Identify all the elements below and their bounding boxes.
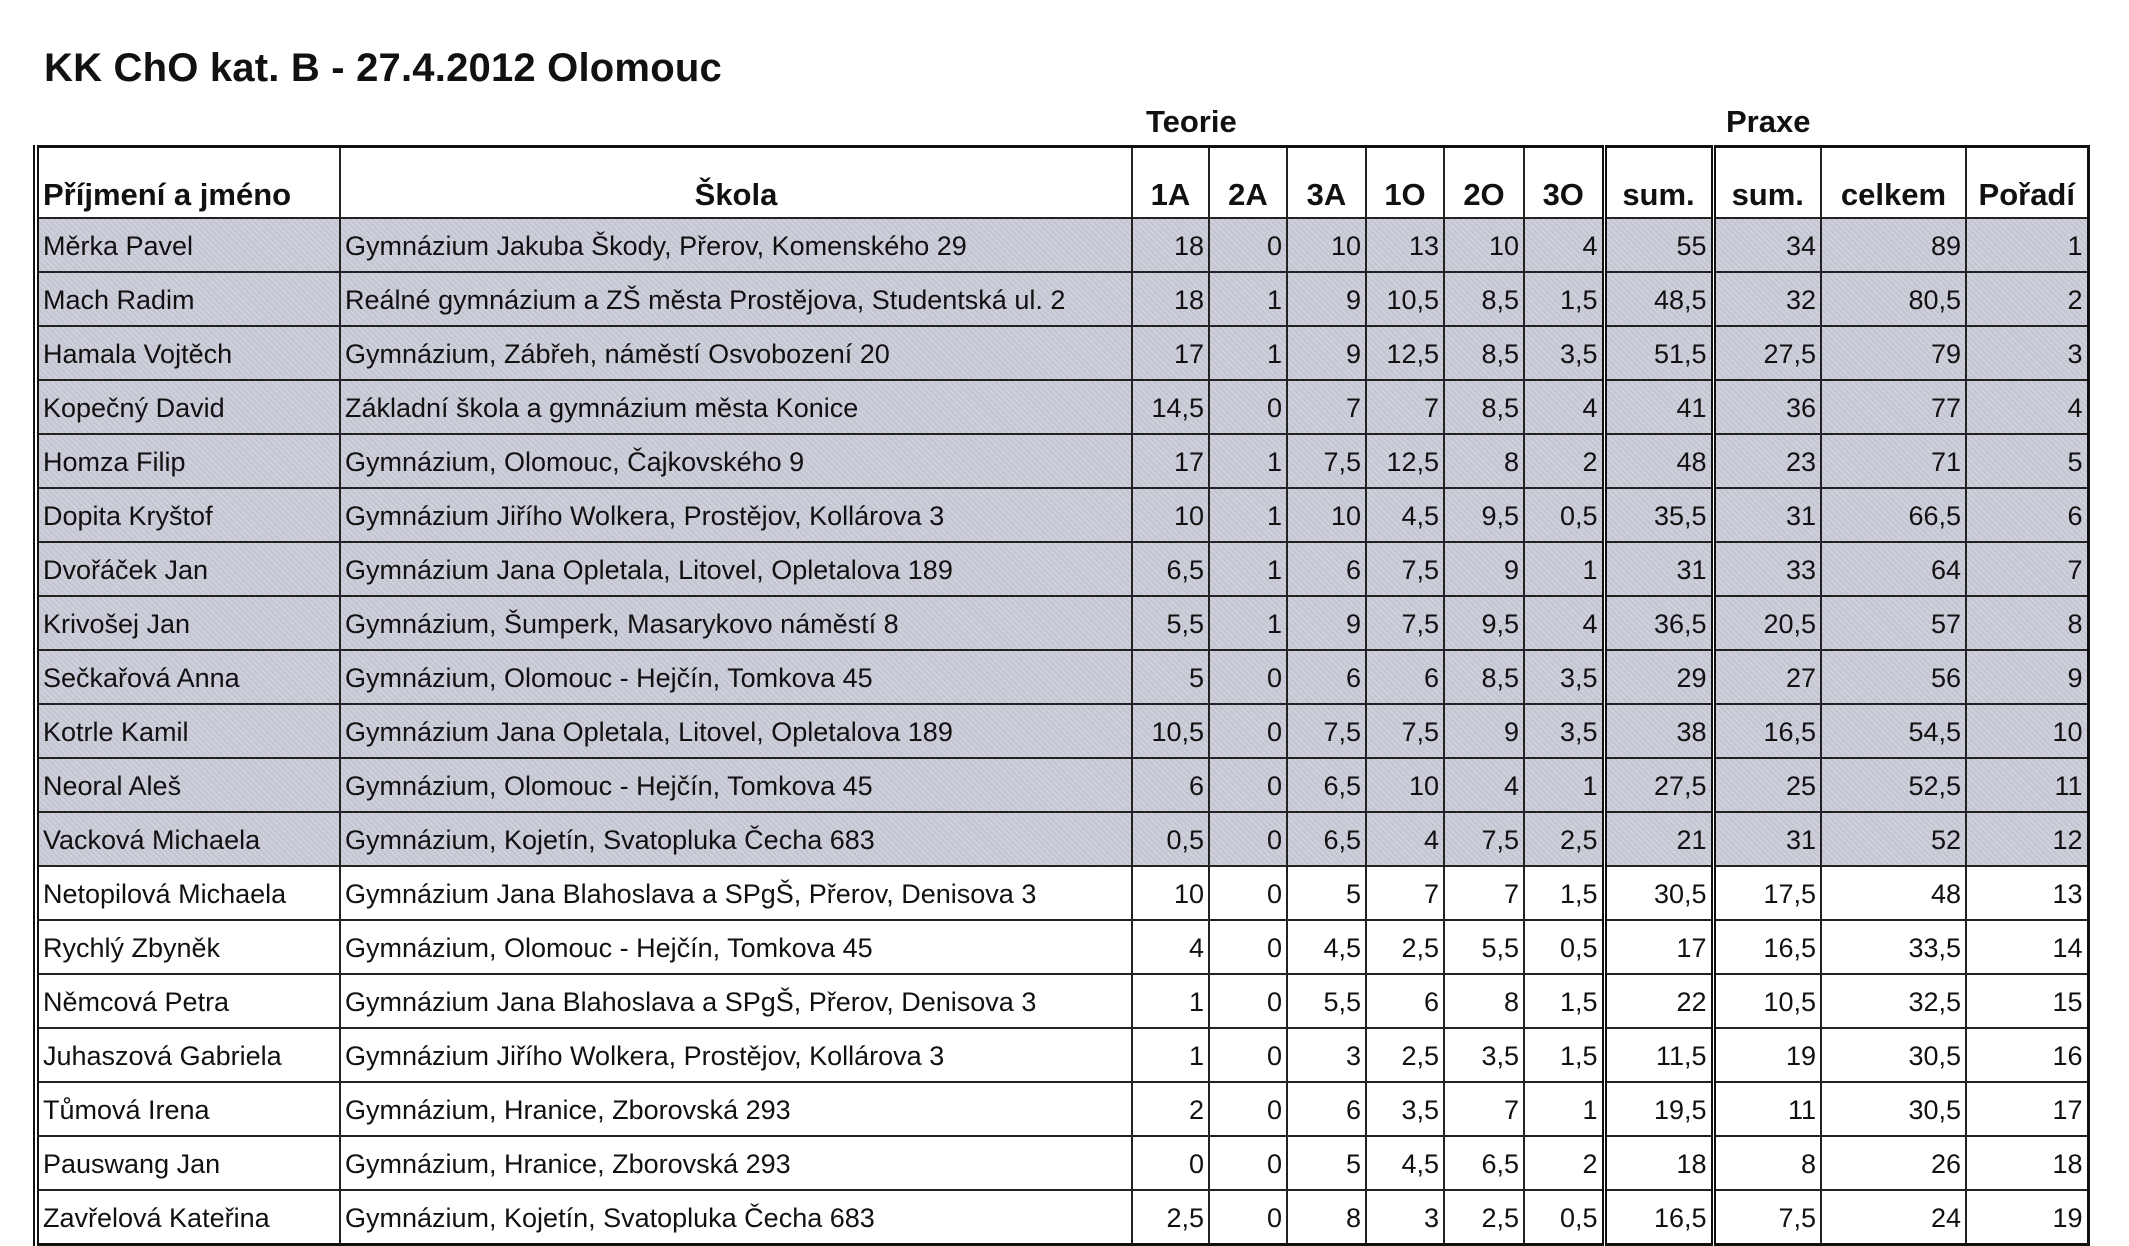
cell-1o: 4,5: [1366, 488, 1444, 542]
header-row: [36, 147, 2088, 219]
cell-3a: 10: [1287, 488, 1366, 542]
cell-2a: 0: [1209, 380, 1287, 434]
header-sum-praxe: sum.: [1713, 147, 1821, 219]
results-body: [36, 218, 2088, 1245]
cell-1o: 6: [1366, 974, 1444, 1028]
cell-sum-teorie: 19,5: [1604, 1082, 1713, 1136]
cell-school: Gymnázium, Olomouc - Hejčín, Tomkova 45: [340, 650, 1132, 704]
header-2a: 2A: [1209, 147, 1287, 219]
cell-sum-teorie: 35,5: [1604, 488, 1713, 542]
table-row: [36, 1028, 2088, 1082]
table-row: [36, 596, 2088, 650]
cell-3a: 5,5: [1287, 974, 1366, 1028]
cell-sum-praxe: 32: [1713, 272, 1821, 326]
cell-sum-praxe: 27: [1713, 650, 1821, 704]
cell-rank: 17: [1966, 1082, 2088, 1136]
cell-2a: 0: [1209, 812, 1287, 866]
cell-name: Dvořáček Jan: [36, 542, 340, 596]
cell-2o: 8: [1444, 974, 1524, 1028]
group-label-teorie: Teorie: [1146, 104, 1237, 139]
cell-rank: 11: [1966, 758, 2088, 812]
cell-1a: 10: [1132, 866, 1209, 920]
cell-1o: 6: [1366, 650, 1444, 704]
cell-1o: 12,5: [1366, 326, 1444, 380]
cell-sum-praxe: 20,5: [1713, 596, 1821, 650]
cell-school: Gymnázium Jana Opletala, Litovel, Opletalova 189: [340, 542, 1132, 596]
cell-sum-teorie: 36,5: [1604, 596, 1713, 650]
header-1a: 1A: [1132, 147, 1209, 219]
cell-1a: 4: [1132, 920, 1209, 974]
cell-1a: 2: [1132, 1082, 1209, 1136]
cell-1a: 0: [1132, 1136, 1209, 1190]
table-row: [36, 434, 2088, 488]
header-3o: 3O: [1524, 147, 1604, 219]
cell-total: 57: [1821, 596, 1966, 650]
cell-1o: 4,5: [1366, 1136, 1444, 1190]
cell-school: Gymnázium, Olomouc, Čajkovského 9: [340, 434, 1132, 488]
cell-1o: 2,5: [1366, 1028, 1444, 1082]
header-2o: 2O: [1444, 147, 1524, 219]
cell-sum-teorie: 21: [1604, 812, 1713, 866]
cell-total: 56: [1821, 650, 1966, 704]
cell-3a: 5: [1287, 866, 1366, 920]
cell-3a: 5: [1287, 1136, 1366, 1190]
cell-total: 52,5: [1821, 758, 1966, 812]
cell-1a: 2,5: [1132, 1190, 1209, 1245]
cell-name: Hamala Vojtěch: [36, 326, 340, 380]
cell-sum-praxe: 33: [1713, 542, 1821, 596]
cell-school: Gymnázium Jana Blahoslava a SPgŠ, Přerov, Denisova 3: [340, 974, 1132, 1028]
cell-2o: 9: [1444, 542, 1524, 596]
cell-3a: 6,5: [1287, 758, 1366, 812]
cell-rank: 16: [1966, 1028, 2088, 1082]
cell-rank: 5: [1966, 434, 2088, 488]
cell-1o: 10,5: [1366, 272, 1444, 326]
cell-school: Gymnázium Jiřího Wolkera, Prostějov, Kollárova 3: [340, 1028, 1132, 1082]
cell-2a: 0: [1209, 218, 1287, 272]
cell-rank: 10: [1966, 704, 2088, 758]
cell-3o: 0,5: [1524, 1190, 1604, 1245]
cell-name: Neoral Aleš: [36, 758, 340, 812]
cell-3o: 1,5: [1524, 866, 1604, 920]
cell-2a: 0: [1209, 758, 1287, 812]
cell-school: Gymnázium, Hranice, Zborovská 293: [340, 1136, 1132, 1190]
cell-school: Gymnázium, Kojetín, Svatopluka Čecha 683: [340, 1190, 1132, 1245]
cell-3o: 2: [1524, 434, 1604, 488]
cell-name: Zavřelová Kateřina: [36, 1190, 340, 1245]
cell-2a: 1: [1209, 596, 1287, 650]
cell-1a: 6: [1132, 758, 1209, 812]
table-row: [36, 920, 2088, 974]
cell-3a: 6: [1287, 1082, 1366, 1136]
cell-2o: 7,5: [1444, 812, 1524, 866]
cell-school: Gymnázium, Olomouc - Hejčín, Tomkova 45: [340, 920, 1132, 974]
cell-2o: 8,5: [1444, 272, 1524, 326]
cell-1a: 14,5: [1132, 380, 1209, 434]
table-row: [36, 272, 2088, 326]
cell-3a: 10: [1287, 218, 1366, 272]
cell-2o: 8,5: [1444, 650, 1524, 704]
cell-sum-teorie: 38: [1604, 704, 1713, 758]
cell-name: Sečkařová Anna: [36, 650, 340, 704]
cell-3o: 4: [1524, 380, 1604, 434]
cell-school: Gymnázium, Olomouc - Hejčín, Tomkova 45: [340, 758, 1132, 812]
cell-total: 30,5: [1821, 1028, 1966, 1082]
cell-3o: 0,5: [1524, 920, 1604, 974]
cell-school: Gymnázium Jakuba Škody, Přerov, Komenského 29: [340, 218, 1132, 272]
table-row: [36, 1190, 2088, 1245]
cell-name: Rychlý Zbyněk: [36, 920, 340, 974]
cell-rank: 7: [1966, 542, 2088, 596]
cell-total: 33,5: [1821, 920, 1966, 974]
cell-total: 54,5: [1821, 704, 1966, 758]
cell-sum-praxe: 31: [1713, 812, 1821, 866]
cell-1o: 3,5: [1366, 1082, 1444, 1136]
cell-3o: 4: [1524, 218, 1604, 272]
cell-total: 24: [1821, 1190, 1966, 1245]
cell-school: Gymnázium, Hranice, Zborovská 293: [340, 1082, 1132, 1136]
cell-rank: 6: [1966, 488, 2088, 542]
cell-school: Gymnázium Jana Opletala, Litovel, Opletalova 189: [340, 704, 1132, 758]
cell-1o: 10: [1366, 758, 1444, 812]
cell-2a: 0: [1209, 1082, 1287, 1136]
cell-school: Gymnázium, Zábřeh, náměstí Osvobození 20: [340, 326, 1132, 380]
cell-1o: 7,5: [1366, 542, 1444, 596]
cell-name: Kopečný David: [36, 380, 340, 434]
cell-sum-praxe: 34: [1713, 218, 1821, 272]
cell-1a: 17: [1132, 434, 1209, 488]
cell-sum-teorie: 11,5: [1604, 1028, 1713, 1082]
cell-school: Gymnázium, Kojetín, Svatopluka Čecha 683: [340, 812, 1132, 866]
cell-name: Dopita Kryštof: [36, 488, 340, 542]
cell-2o: 4: [1444, 758, 1524, 812]
cell-rank: 13: [1966, 866, 2088, 920]
cell-3o: 3,5: [1524, 326, 1604, 380]
cell-2o: 9,5: [1444, 596, 1524, 650]
cell-sum-teorie: 51,5: [1604, 326, 1713, 380]
table-row: [36, 380, 2088, 434]
cell-sum-praxe: 27,5: [1713, 326, 1821, 380]
cell-3a: 7,5: [1287, 704, 1366, 758]
cell-3a: 4,5: [1287, 920, 1366, 974]
table-row: [36, 542, 2088, 596]
cell-1a: 18: [1132, 218, 1209, 272]
cell-school: Gymnázium, Šumperk, Masarykovo náměstí 8: [340, 596, 1132, 650]
cell-sum-teorie: 27,5: [1604, 758, 1713, 812]
cell-1a: 10: [1132, 488, 1209, 542]
cell-2a: 0: [1209, 650, 1287, 704]
table-row: [36, 326, 2088, 380]
cell-total: 32,5: [1821, 974, 1966, 1028]
cell-sum-praxe: 25: [1713, 758, 1821, 812]
table-row: [36, 812, 2088, 866]
cell-1o: 7: [1366, 380, 1444, 434]
cell-sum-teorie: 48: [1604, 434, 1713, 488]
cell-name: Tůmová Irena: [36, 1082, 340, 1136]
cell-2a: 0: [1209, 974, 1287, 1028]
cell-name: Mach Radim: [36, 272, 340, 326]
cell-sum-teorie: 22: [1604, 974, 1713, 1028]
cell-1a: 1: [1132, 1028, 1209, 1082]
cell-total: 48: [1821, 866, 1966, 920]
cell-school: Reálné gymnázium a ZŠ města Prostějova, Studentská ul. 2: [340, 272, 1132, 326]
header-3a: 3A: [1287, 147, 1366, 219]
cell-1a: 5: [1132, 650, 1209, 704]
cell-name: Krivošej Jan: [36, 596, 340, 650]
cell-3o: 0,5: [1524, 488, 1604, 542]
cell-sum-praxe: 16,5: [1713, 920, 1821, 974]
cell-sum-teorie: 18: [1604, 1136, 1713, 1190]
cell-3a: 3: [1287, 1028, 1366, 1082]
cell-sum-praxe: 23: [1713, 434, 1821, 488]
cell-3a: 6: [1287, 542, 1366, 596]
cell-2o: 8: [1444, 434, 1524, 488]
cell-name: Juhaszová Gabriela: [36, 1028, 340, 1082]
cell-rank: 4: [1966, 380, 2088, 434]
cell-rank: 9: [1966, 650, 2088, 704]
cell-2o: 6,5: [1444, 1136, 1524, 1190]
cell-2o: 7: [1444, 1082, 1524, 1136]
cell-total: 71: [1821, 434, 1966, 488]
cell-sum-teorie: 16,5: [1604, 1190, 1713, 1245]
cell-3o: 2,5: [1524, 812, 1604, 866]
cell-3a: 7,5: [1287, 434, 1366, 488]
cell-rank: 14: [1966, 920, 2088, 974]
cell-2a: 0: [1209, 866, 1287, 920]
cell-name: Vacková Michaela: [36, 812, 340, 866]
cell-1a: 17: [1132, 326, 1209, 380]
cell-2o: 2,5: [1444, 1190, 1524, 1245]
cell-rank: 8: [1966, 596, 2088, 650]
cell-2o: 8,5: [1444, 326, 1524, 380]
cell-total: 77: [1821, 380, 1966, 434]
group-label-praxe: Praxe: [1726, 104, 1811, 139]
cell-1o: 7,5: [1366, 596, 1444, 650]
cell-sum-teorie: 41: [1604, 380, 1713, 434]
cell-2o: 5,5: [1444, 920, 1524, 974]
cell-3a: 9: [1287, 272, 1366, 326]
cell-sum-praxe: 8: [1713, 1136, 1821, 1190]
cell-name: Měrka Pavel: [36, 218, 340, 272]
cell-2o: 10: [1444, 218, 1524, 272]
table-row: [36, 218, 2088, 272]
cell-sum-teorie: 17: [1604, 920, 1713, 974]
table-row: [36, 650, 2088, 704]
cell-sum-praxe: 11: [1713, 1082, 1821, 1136]
cell-sum-teorie: 55: [1604, 218, 1713, 272]
cell-3o: 3,5: [1524, 704, 1604, 758]
cell-rank: 1: [1966, 218, 2088, 272]
header-total: celkem: [1821, 147, 1966, 219]
cell-rank: 18: [1966, 1136, 2088, 1190]
cell-3o: 3,5: [1524, 650, 1604, 704]
cell-2a: 1: [1209, 434, 1287, 488]
cell-3o: 1,5: [1524, 1028, 1604, 1082]
cell-2a: 0: [1209, 1136, 1287, 1190]
cell-3o: 1: [1524, 1082, 1604, 1136]
cell-1a: 1: [1132, 974, 1209, 1028]
header-sum-teorie: sum.: [1604, 147, 1713, 219]
cell-1a: 10,5: [1132, 704, 1209, 758]
cell-3a: 9: [1287, 326, 1366, 380]
cell-rank: 12: [1966, 812, 2088, 866]
header-rank: Pořadí: [1966, 147, 2088, 219]
cell-rank: 3: [1966, 326, 2088, 380]
cell-2o: 9: [1444, 704, 1524, 758]
cell-sum-praxe: 16,5: [1713, 704, 1821, 758]
cell-sum-praxe: 17,5: [1713, 866, 1821, 920]
cell-1a: 5,5: [1132, 596, 1209, 650]
cell-3o: 1,5: [1524, 272, 1604, 326]
table-row: [36, 758, 2088, 812]
cell-1o: 2,5: [1366, 920, 1444, 974]
cell-sum-praxe: 36: [1713, 380, 1821, 434]
cell-sum-teorie: 30,5: [1604, 866, 1713, 920]
cell-1a: 0,5: [1132, 812, 1209, 866]
cell-sum-praxe: 19: [1713, 1028, 1821, 1082]
cell-3a: 8: [1287, 1190, 1366, 1245]
cell-name: Pauswang Jan: [36, 1136, 340, 1190]
cell-sum-teorie: 29: [1604, 650, 1713, 704]
table-row: [36, 488, 2088, 542]
cell-1o: 7,5: [1366, 704, 1444, 758]
cell-total: 79: [1821, 326, 1966, 380]
header-name: Příjmení a jméno: [36, 147, 340, 219]
table-row: [36, 866, 2088, 920]
cell-total: 26: [1821, 1136, 1966, 1190]
cell-3o: 1: [1524, 758, 1604, 812]
cell-total: 52: [1821, 812, 1966, 866]
cell-school: Gymnázium Jana Blahoslava a SPgŠ, Přerov, Denisova 3: [340, 866, 1132, 920]
cell-school: Základní škola a gymnázium města Konice: [340, 380, 1132, 434]
cell-1o: 7: [1366, 866, 1444, 920]
cell-2a: 1: [1209, 542, 1287, 596]
cell-sum-teorie: 31: [1604, 542, 1713, 596]
cell-3a: 6,5: [1287, 812, 1366, 866]
cell-sum-praxe: 31: [1713, 488, 1821, 542]
cell-2a: 1: [1209, 272, 1287, 326]
table-row: [36, 704, 2088, 758]
cell-1o: 3: [1366, 1190, 1444, 1245]
cell-school: Gymnázium Jiřího Wolkera, Prostějov, Kollárova 3: [340, 488, 1132, 542]
cell-2o: 9,5: [1444, 488, 1524, 542]
cell-total: 80,5: [1821, 272, 1966, 326]
cell-total: 66,5: [1821, 488, 1966, 542]
cell-3a: 6: [1287, 650, 1366, 704]
cell-sum-teorie: 48,5: [1604, 272, 1713, 326]
cell-name: Homza Filip: [36, 434, 340, 488]
cell-1a: 6,5: [1132, 542, 1209, 596]
table-row: [36, 1082, 2088, 1136]
cell-2a: 0: [1209, 1190, 1287, 1245]
cell-2o: 3,5: [1444, 1028, 1524, 1082]
cell-2a: 0: [1209, 1028, 1287, 1082]
cell-name: Netopilová Michaela: [36, 866, 340, 920]
cell-rank: 19: [1966, 1190, 2088, 1245]
cell-3o: 4: [1524, 596, 1604, 650]
cell-2a: 0: [1209, 704, 1287, 758]
cell-3o: 1,5: [1524, 974, 1604, 1028]
cell-2o: 7: [1444, 866, 1524, 920]
cell-total: 64: [1821, 542, 1966, 596]
table-row: [36, 974, 2088, 1028]
table-row: [36, 1136, 2088, 1190]
cell-rank: 15: [1966, 974, 2088, 1028]
page-title: KK ChO kat. B - 27.4.2012 Olomouc: [44, 46, 722, 90]
cell-total: 30,5: [1821, 1082, 1966, 1136]
cell-1o: 12,5: [1366, 434, 1444, 488]
cell-1a: 18: [1132, 272, 1209, 326]
cell-2a: 1: [1209, 488, 1287, 542]
results-table: [33, 145, 2090, 1246]
cell-2a: 1: [1209, 326, 1287, 380]
header-school: Škola: [340, 147, 1132, 219]
cell-1o: 13: [1366, 218, 1444, 272]
cell-sum-praxe: 7,5: [1713, 1190, 1821, 1245]
cell-total: 89: [1821, 218, 1966, 272]
cell-2o: 8,5: [1444, 380, 1524, 434]
cell-rank: 2: [1966, 272, 2088, 326]
cell-3o: 2: [1524, 1136, 1604, 1190]
cell-name: Kotrle Kamil: [36, 704, 340, 758]
cell-3a: 7: [1287, 380, 1366, 434]
cell-name: Němcová Petra: [36, 974, 340, 1028]
cell-1o: 4: [1366, 812, 1444, 866]
cell-3o: 1: [1524, 542, 1604, 596]
cell-2a: 0: [1209, 920, 1287, 974]
cell-sum-praxe: 10,5: [1713, 974, 1821, 1028]
cell-3a: 9: [1287, 596, 1366, 650]
header-1o: 1O: [1366, 147, 1444, 219]
